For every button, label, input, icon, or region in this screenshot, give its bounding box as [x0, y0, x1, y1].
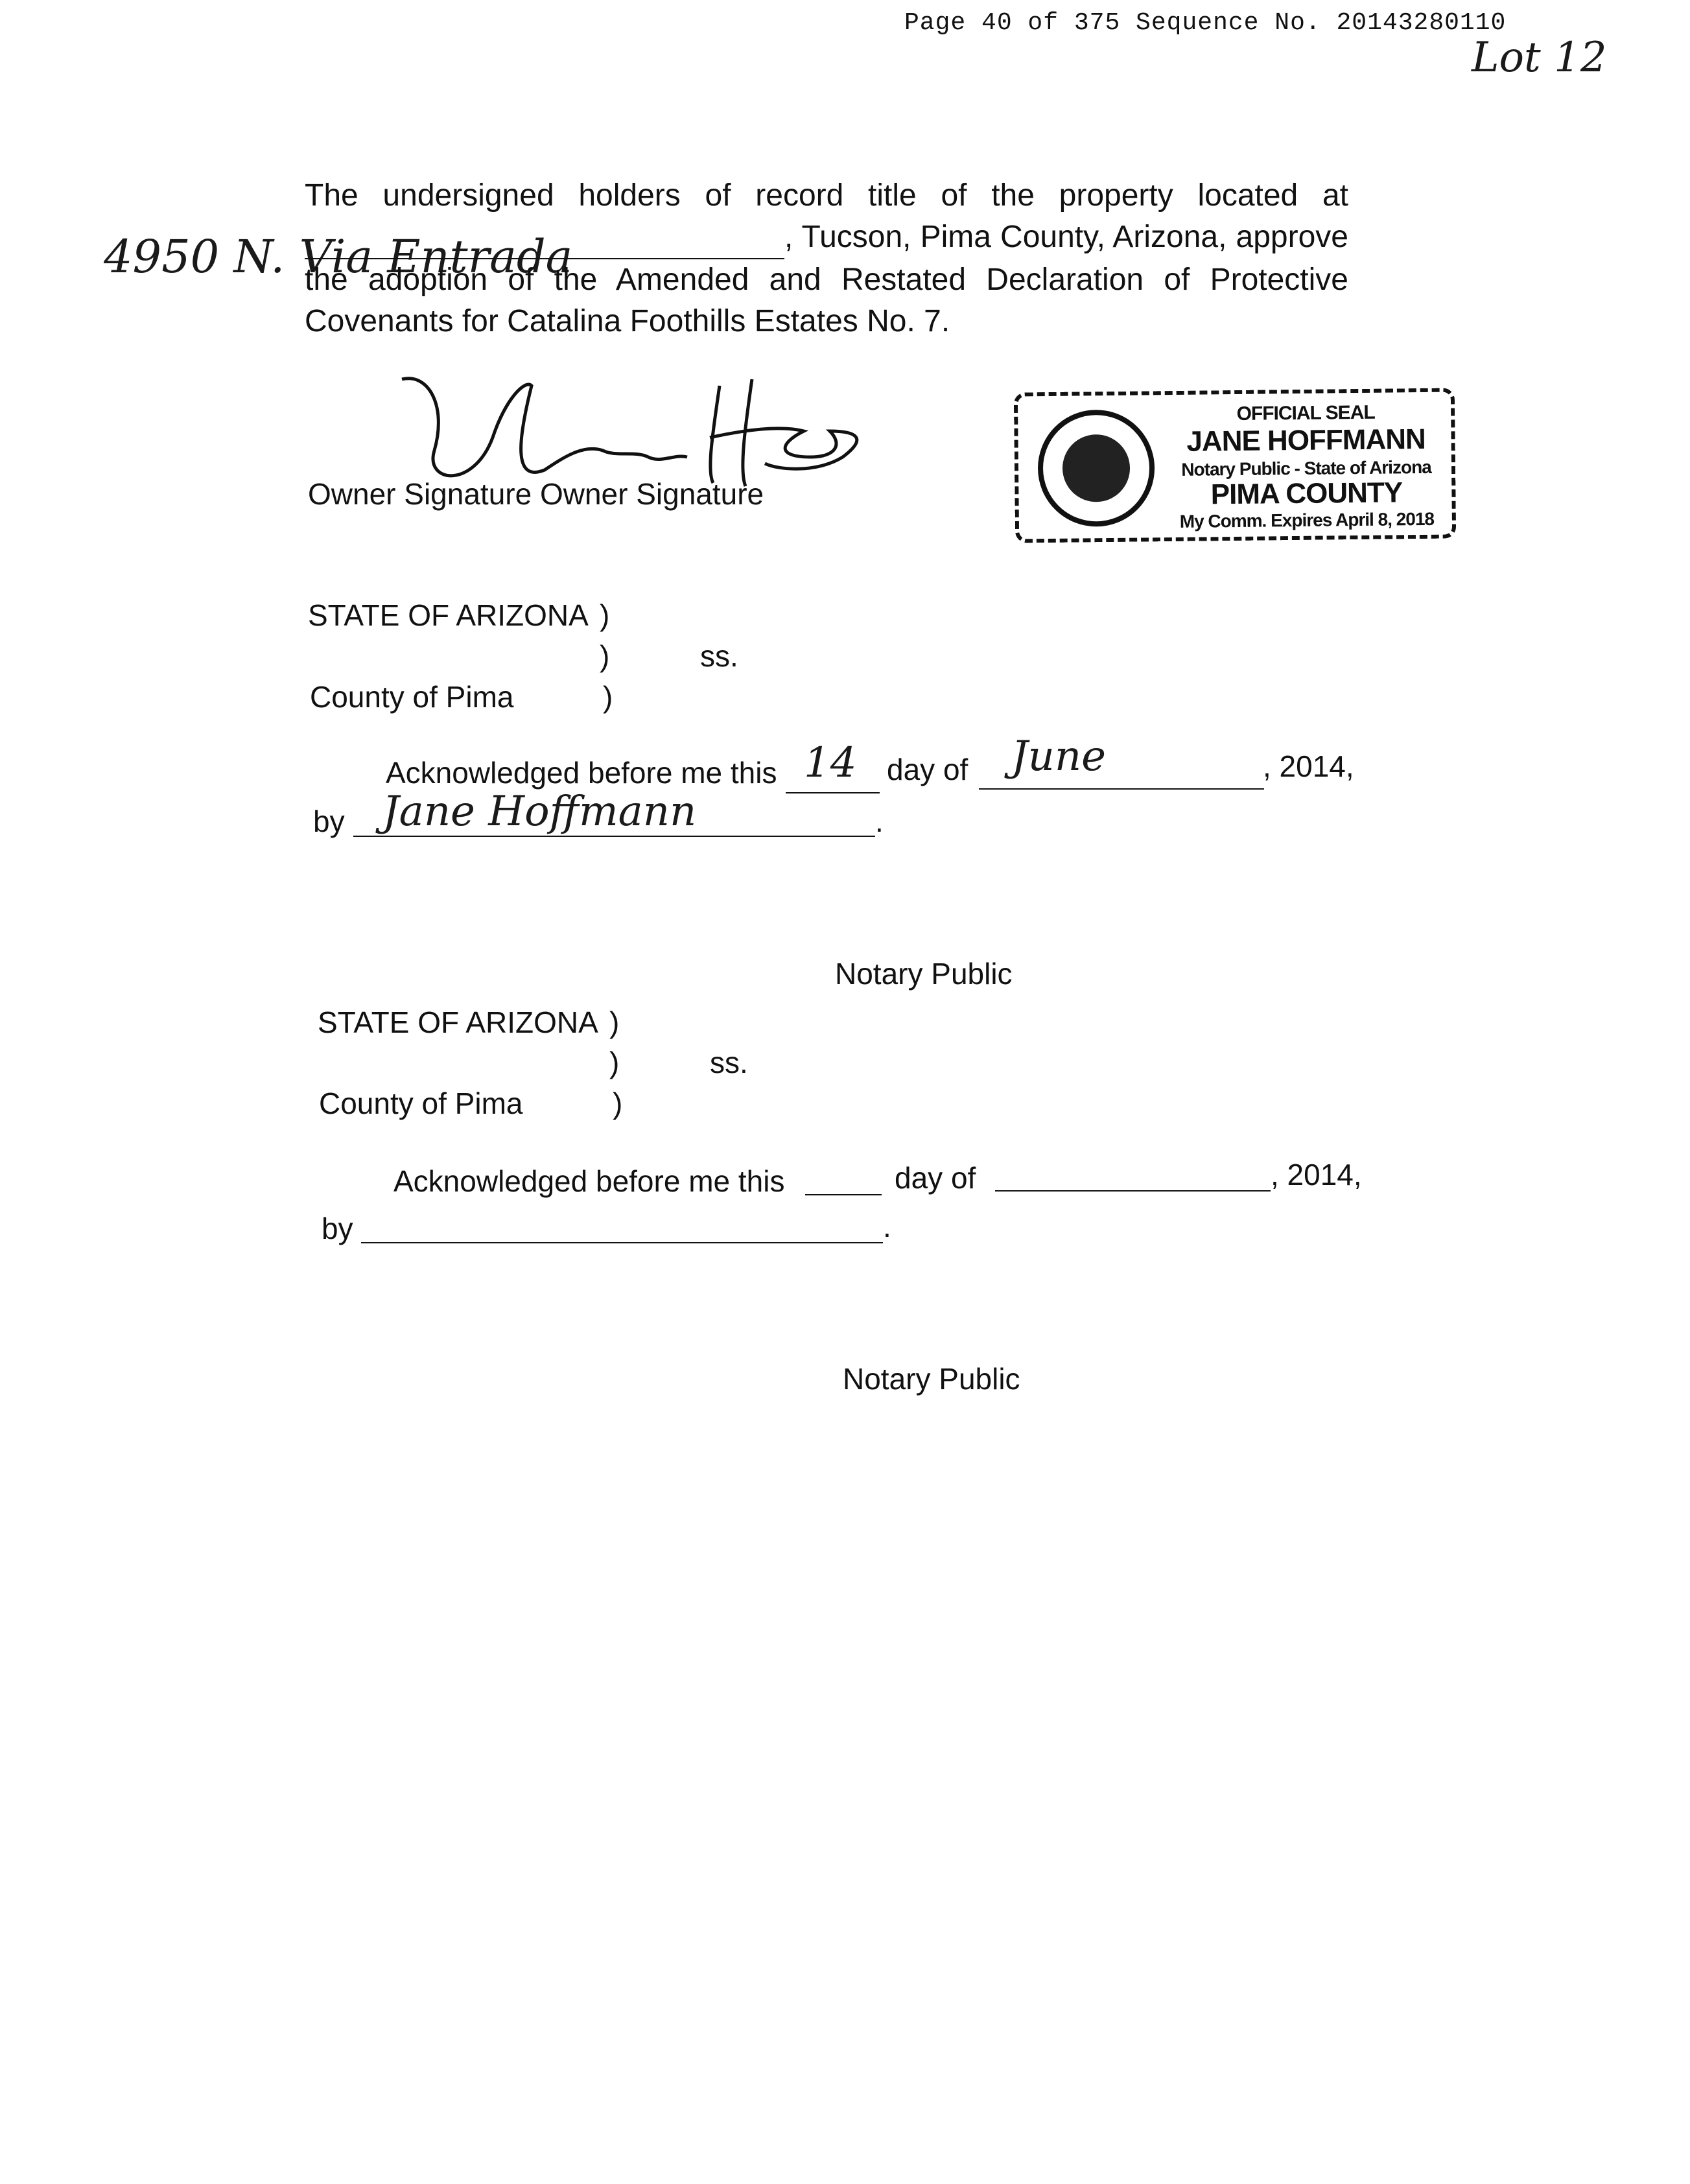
day-value: 14 — [804, 739, 857, 787]
month-blank — [979, 786, 1264, 790]
by-blank — [361, 1239, 883, 1243]
seal-line-1: OFFICIAL SEAL — [1236, 401, 1375, 425]
approval-line-2-suffix: , Tucson, Pima County, Arizona, approve — [784, 220, 1348, 254]
state-seal-icon — [1037, 409, 1155, 527]
approval-line-1: The undersigned holders of record title of the property located at — [305, 178, 1348, 213]
paren: ) — [609, 1046, 620, 1079]
seal-line-4: PIMA COUNTY — [1210, 476, 1403, 511]
day-blank — [786, 790, 880, 793]
address-blank — [305, 217, 784, 259]
by-value: Jane Hoffmann — [382, 788, 697, 836]
year-suffix: , 2014, — [1271, 1158, 1362, 1192]
page-header: Page 40 of 375 Sequence No. 20143280110 — [904, 9, 1507, 37]
lot-annotation: Lot 12 — [1472, 34, 1607, 82]
by-label: by — [313, 804, 345, 838]
state-label: STATE OF ARIZONA — [308, 598, 589, 632]
month-blank — [995, 1188, 1271, 1192]
period: . — [883, 1210, 891, 1243]
day-of-label: day of — [887, 753, 968, 786]
day-of-label: day of — [895, 1161, 976, 1195]
handwritten-address: 4950 N. Via Entrada — [104, 230, 573, 283]
notary-public-label: Notary Public — [835, 957, 1013, 991]
ack-prefix: Acknowledged before me this — [393, 1164, 785, 1198]
ss-label: ss. — [710, 1046, 748, 1079]
year-suffix: , 2014, — [1263, 749, 1354, 783]
state-label: STATE OF ARIZONA — [318, 1005, 598, 1039]
month-value: June — [1011, 733, 1106, 781]
paren: ) — [600, 639, 610, 673]
paren: ) — [600, 598, 610, 632]
ss-label: ss. — [700, 639, 738, 673]
period: . — [875, 804, 884, 838]
approval-line-2 — [305, 217, 1348, 259]
approval-line-3: the adoption of the Amended and Restated Declaration of Protective — [305, 263, 1348, 297]
seal-line-3: Notary Public - State of Arizona — [1181, 456, 1431, 480]
approval-paragraph — [305, 175, 1348, 342]
seal-line-2: JANE HOFFMANN — [1186, 423, 1426, 458]
approval-line-4: Covenants for Catalina Foothills Estates No. 7. — [305, 304, 950, 338]
notary-public-label: Notary Public — [843, 1362, 1020, 1396]
day-blank — [805, 1192, 882, 1195]
county-label: County of Pima — [319, 1086, 523, 1120]
paren: ) — [603, 680, 613, 714]
notary-seal-stamp — [1014, 388, 1456, 543]
county-label: County of Pima — [310, 680, 514, 714]
paren: ) — [609, 1005, 620, 1039]
ack-prefix: Acknowledged before me this — [386, 756, 777, 790]
owner-signature-label: Owner Signature Owner Signature — [308, 477, 764, 511]
seal-line-5: My Comm. Expires April 8, 2018 — [1179, 508, 1435, 532]
by-label: by — [322, 1212, 353, 1245]
paren: ) — [613, 1086, 623, 1120]
